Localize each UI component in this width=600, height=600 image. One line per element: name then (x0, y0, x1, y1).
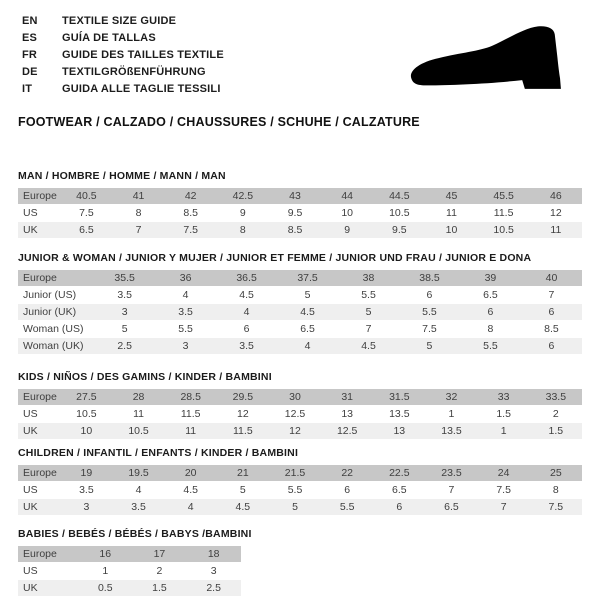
size-cell: 5.5 (399, 304, 460, 320)
language-label: GUIDA ALLE TAGLIE TESSILI (62, 83, 221, 95)
table-row (18, 546, 241, 562)
table-row (18, 304, 582, 320)
size-cell: 4.5 (216, 287, 277, 303)
size-cell: 7.5 (399, 321, 460, 337)
size-cell: 40 (521, 270, 582, 286)
size-cell: 6.5 (460, 287, 521, 303)
size-cell: 3.5 (60, 482, 112, 498)
table-row (18, 563, 241, 579)
size-cell: 39 (460, 270, 521, 286)
size-cell: 9 (217, 205, 269, 221)
size-cell: 45.5 (478, 188, 530, 204)
size-cell: 31.5 (373, 389, 425, 405)
section-children (18, 448, 582, 516)
table-row (18, 482, 582, 498)
size-cell: 28 (112, 389, 164, 405)
row-label: Junior (US) (18, 287, 94, 303)
size-cell: 9 (321, 222, 373, 238)
size-cell: 3 (187, 563, 241, 579)
size-cell: 6.5 (277, 321, 338, 337)
table-row (18, 287, 582, 303)
size-cell: 8 (460, 321, 521, 337)
size-cell: 10.5 (478, 222, 530, 238)
size-cell: 5.5 (338, 287, 399, 303)
size-cell: 27.5 (60, 389, 112, 405)
table-row (18, 406, 582, 422)
size-cell: 31 (321, 389, 373, 405)
size-cell: 2 (530, 406, 582, 422)
size-cell: 11.5 (478, 205, 530, 221)
section-junior-woman (18, 253, 582, 355)
size-cell: 3.5 (112, 499, 164, 515)
row-label: UK (18, 499, 60, 515)
size-cell: 2 (132, 563, 186, 579)
size-cell: 5 (94, 321, 155, 337)
section-title: MAN / HOMBRE / HOMME / MANN / MAN (18, 170, 226, 182)
size-cell: 6 (521, 304, 582, 320)
size-tables (0, 171, 600, 597)
size-table-junior-woman (18, 269, 582, 355)
size-cell: 21.5 (269, 465, 321, 481)
size-cell: 24 (478, 465, 530, 481)
size-cell: 7.5 (530, 499, 582, 515)
size-table-kids (18, 388, 582, 440)
size-cell: 5 (217, 482, 269, 498)
size-cell: 30 (269, 389, 321, 405)
size-cell: 45 (425, 188, 477, 204)
size-table-man (18, 187, 582, 239)
size-cell: 43 (269, 188, 321, 204)
size-cell: 10 (425, 222, 477, 238)
size-cell: 1 (78, 563, 132, 579)
size-cell: 5 (399, 338, 460, 354)
size-cell: 11 (425, 205, 477, 221)
size-cell: 4.5 (165, 482, 217, 498)
size-cell: 0.5 (78, 580, 132, 596)
table-row (18, 222, 582, 238)
size-cell: 46 (530, 188, 582, 204)
language-code: FR (22, 49, 38, 61)
size-cell: 10.5 (112, 423, 164, 439)
section-kids (18, 372, 582, 440)
table-row (18, 338, 582, 354)
size-cell: 32 (425, 389, 477, 405)
size-cell: 3.5 (94, 287, 155, 303)
size-cell: 3.5 (216, 338, 277, 354)
size-cell: 5.5 (321, 499, 373, 515)
size-cell: 23.5 (425, 465, 477, 481)
size-cell: 44 (321, 188, 373, 204)
table-row (18, 423, 582, 439)
row-label: Woman (UK) (18, 338, 94, 354)
size-cell: 11 (165, 423, 217, 439)
size-cell: 38 (338, 270, 399, 286)
size-cell: 6 (399, 287, 460, 303)
language-code: DE (22, 66, 38, 78)
size-cell: 42.5 (217, 188, 269, 204)
size-cell: 5 (277, 287, 338, 303)
size-cell: 1 (425, 406, 477, 422)
size-cell: 11 (530, 222, 582, 238)
size-cell: 33 (478, 389, 530, 405)
size-cell: 3 (94, 304, 155, 320)
size-cell: 2.5 (94, 338, 155, 354)
size-cell: 6.5 (60, 222, 112, 238)
row-label: Europe (18, 188, 60, 204)
table-row (18, 205, 582, 221)
size-cell: 12 (269, 423, 321, 439)
size-cell: 37.5 (277, 270, 338, 286)
language-label: GUÍA DE TALLAS (62, 32, 156, 44)
size-cell: 7 (112, 222, 164, 238)
size-cell: 8 (530, 482, 582, 498)
size-cell: 7.5 (165, 222, 217, 238)
size-cell: 18 (187, 546, 241, 562)
size-cell: 3.5 (155, 304, 216, 320)
row-label: Europe (18, 546, 78, 562)
language-label: TEXTILE SIZE GUIDE (62, 15, 177, 27)
size-cell: 21 (217, 465, 269, 481)
size-cell: 4 (155, 287, 216, 303)
size-cell: 10.5 (60, 406, 112, 422)
table-row (18, 580, 241, 596)
size-cell: 8 (217, 222, 269, 238)
size-cell: 13.5 (425, 423, 477, 439)
size-cell: 7 (338, 321, 399, 337)
section-babies (18, 529, 582, 597)
section-title: CHILDREN / INFANTIL / ENFANTS / KINDER / BAMBINI (18, 447, 299, 459)
row-label: Junior (UK) (18, 304, 94, 320)
size-cell: 8.5 (521, 321, 582, 337)
row-label: Woman (US) (18, 321, 94, 337)
section-man (18, 171, 582, 239)
size-cell: 4.5 (217, 499, 269, 515)
size-cell: 4 (277, 338, 338, 354)
size-cell: 29.5 (217, 389, 269, 405)
size-cell: 16 (78, 546, 132, 562)
language-code: IT (22, 83, 33, 95)
size-cell: 6.5 (425, 499, 477, 515)
size-cell: 1.5 (478, 406, 530, 422)
row-label: UK (18, 423, 60, 439)
category-heading: FOOTWEAR / CALZADO / CHAUSSURES / SCHUHE / CALZATURE (18, 115, 420, 129)
size-cell: 13 (373, 423, 425, 439)
size-cell: 9.5 (373, 222, 425, 238)
size-cell: 41 (112, 188, 164, 204)
size-cell: 22.5 (373, 465, 425, 481)
size-cell: 8.5 (165, 205, 217, 221)
size-cell: 3 (155, 338, 216, 354)
dress-shoe-icon (396, 22, 578, 110)
size-cell: 12.5 (269, 406, 321, 422)
size-cell: 6 (216, 321, 277, 337)
size-cell: 11 (112, 406, 164, 422)
table-row (18, 188, 582, 204)
size-cell: 4 (112, 482, 164, 498)
size-cell: 7 (521, 287, 582, 303)
size-cell: 11.5 (165, 406, 217, 422)
size-cell: 6 (460, 304, 521, 320)
size-cell: 4 (216, 304, 277, 320)
size-cell: 7 (478, 499, 530, 515)
size-cell: 5.5 (155, 321, 216, 337)
language-code: ES (22, 32, 38, 44)
table-row (18, 270, 582, 286)
size-cell: 28.5 (165, 389, 217, 405)
section-title: JUNIOR & WOMAN / JUNIOR Y MUJER / JUNIOR ET FEMME / JUNIOR UND FRAU / JUNIOR E DONA (18, 252, 532, 264)
size-cell: 33.5 (530, 389, 582, 405)
size-cell: 42 (165, 188, 217, 204)
size-cell: 6 (373, 499, 425, 515)
table-row (18, 321, 582, 337)
size-cell: 36 (155, 270, 216, 286)
table-row (18, 465, 582, 481)
size-cell: 22 (321, 465, 373, 481)
table-row (18, 499, 582, 515)
size-cell: 2.5 (187, 580, 241, 596)
size-cell: 4 (165, 499, 217, 515)
size-cell: 5 (338, 304, 399, 320)
size-cell: 13.5 (373, 406, 425, 422)
size-cell: 5.5 (460, 338, 521, 354)
size-cell: 12 (530, 205, 582, 221)
size-cell: 4.5 (277, 304, 338, 320)
size-cell: 19.5 (112, 465, 164, 481)
size-cell: 19 (60, 465, 112, 481)
size-cell: 5.5 (269, 482, 321, 498)
size-cell: 8.5 (269, 222, 321, 238)
size-cell: 11.5 (217, 423, 269, 439)
size-cell: 1 (478, 423, 530, 439)
size-cell: 6 (321, 482, 373, 498)
size-cell: 13 (321, 406, 373, 422)
row-label: Europe (18, 270, 94, 286)
size-cell: 8 (112, 205, 164, 221)
size-cell: 40.5 (60, 188, 112, 204)
size-cell: 35.5 (94, 270, 155, 286)
size-cell: 20 (165, 465, 217, 481)
table-row (18, 389, 582, 405)
size-cell: 3 (60, 499, 112, 515)
size-cell: 38.5 (399, 270, 460, 286)
size-cell: 6.5 (373, 482, 425, 498)
row-label: US (18, 205, 60, 221)
row-label: UK (18, 580, 78, 596)
size-cell: 25 (530, 465, 582, 481)
row-label: US (18, 482, 60, 498)
size-cell: 44.5 (373, 188, 425, 204)
size-cell: 10 (321, 205, 373, 221)
row-label: Europe (18, 389, 60, 405)
size-cell: 6 (521, 338, 582, 354)
row-label: US (18, 406, 60, 422)
language-label: GUIDE DES TAILLES TEXTILE (62, 49, 224, 61)
size-cell: 10.5 (373, 205, 425, 221)
size-cell: 17 (132, 546, 186, 562)
size-cell: 7.5 (478, 482, 530, 498)
size-cell: 1.5 (132, 580, 186, 596)
size-cell: 4.5 (338, 338, 399, 354)
row-label: UK (18, 222, 60, 238)
row-label: Europe (18, 465, 60, 481)
size-cell: 9.5 (269, 205, 321, 221)
language-label: TEXTILGRÖßENFÜHRUNG (62, 66, 206, 78)
section-title: KIDS / NIÑOS / DES GAMINS / KINDER / BAMBINI (18, 371, 272, 383)
size-table-children (18, 464, 582, 516)
size-cell: 10 (60, 423, 112, 439)
row-label: US (18, 563, 78, 579)
size-cell: 12 (217, 406, 269, 422)
language-code: EN (22, 15, 38, 27)
size-cell: 36.5 (216, 270, 277, 286)
size-cell: 12.5 (321, 423, 373, 439)
size-cell: 1.5 (530, 423, 582, 439)
size-cell: 5 (269, 499, 321, 515)
size-cell: 7.5 (60, 205, 112, 221)
size-cell: 7 (425, 482, 477, 498)
section-title: BABIES / BEBÉS / BÉBÉS / BABYS /BAMBINI (18, 528, 252, 540)
size-table-babies (18, 545, 241, 597)
